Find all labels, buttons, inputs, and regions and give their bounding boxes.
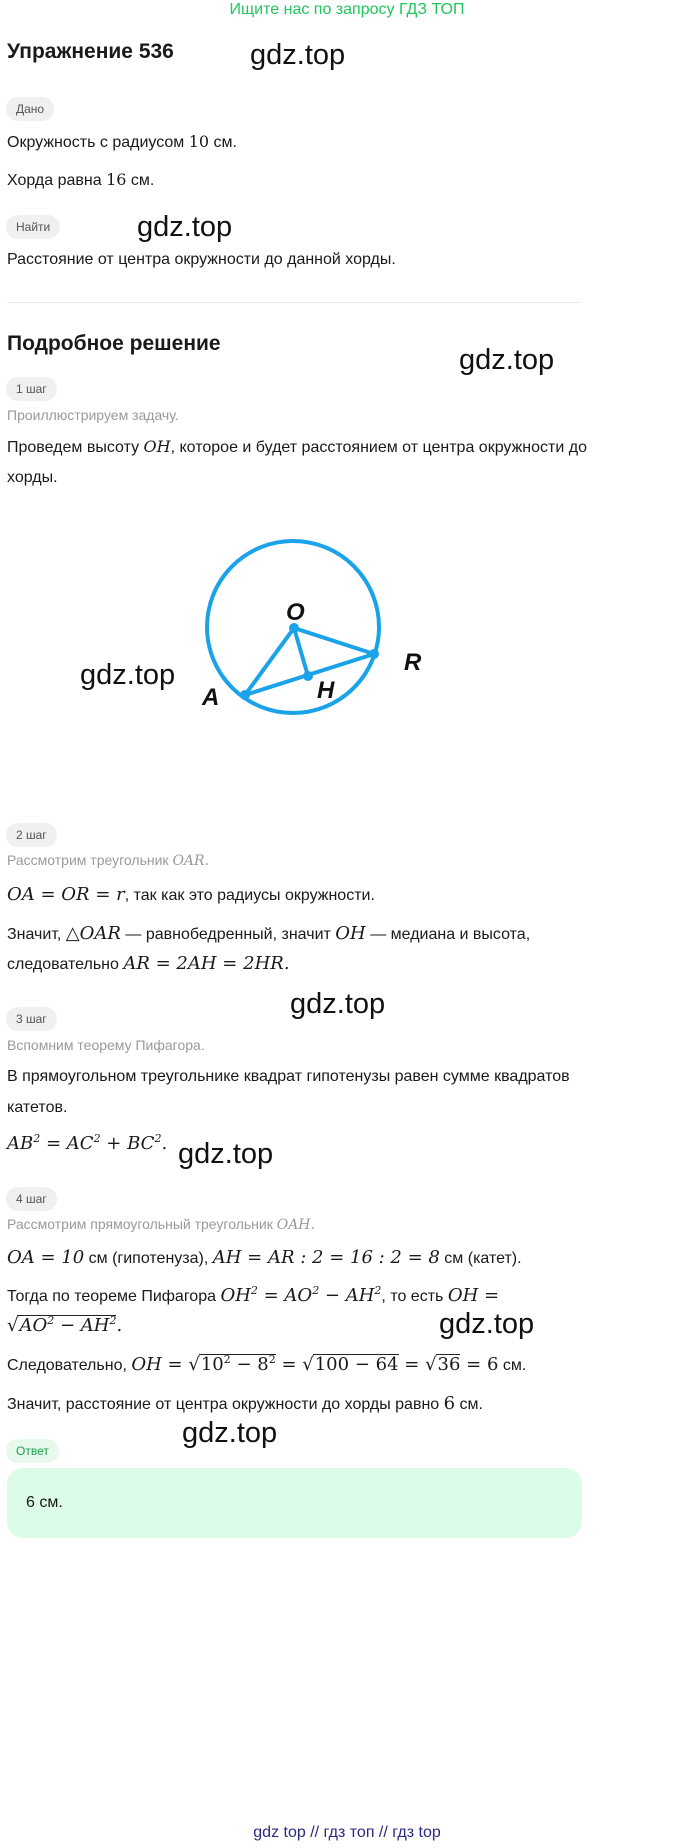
label-A: A <box>202 684 220 711</box>
step-1-text: Проведем высоту OH, которое и будет расстоянием от центра окружности до <box>7 437 587 456</box>
watermark: gdz.top <box>250 39 346 71</box>
step-2-badge: 2 шаг <box>6 823 57 847</box>
point-A <box>240 690 250 700</box>
step-3-hint: Вспомним теорему Пифагора. <box>7 1037 205 1053</box>
search-banner: Ищите нас по запросу ГДЗ ТОП <box>229 1 465 18</box>
step-1-text-cont: хорды. <box>7 469 58 486</box>
step-3-line-2: катетов. <box>7 1099 68 1116</box>
find-text: Расстояние от центра окружности до данной хорды. <box>7 251 396 268</box>
step-4-line-3: $√AO^2 - AH^2$. <box>7 1314 123 1336</box>
footer-links[interactable]: gdz top // гдз топ // гдз top <box>253 1824 441 1841</box>
find-badge: Найти <box>6 215 60 239</box>
watermark: gdz.top <box>80 659 176 691</box>
solution-title: Подробное решение <box>7 332 221 355</box>
divider <box>7 302 582 303</box>
answer-badge: Ответ <box>6 1439 59 1463</box>
point-R <box>369 649 379 659</box>
watermark: gdz.top <box>459 344 555 376</box>
point-H <box>303 671 313 681</box>
answer-text: 6 см. <box>26 1494 63 1511</box>
watermark: gdz.top <box>137 211 233 243</box>
given-badge: Дано <box>6 97 54 121</box>
watermark: gdz.top <box>439 1308 535 1340</box>
label-H: H <box>317 677 335 704</box>
step-2-hint: Рассмотрим треугольник OAR. <box>7 852 210 869</box>
pythagoras-formula: $AB^2 = AC^2 + BC^2$. <box>7 1132 168 1154</box>
watermark: gdz.top <box>182 1417 278 1449</box>
label-O: O <box>286 599 305 626</box>
step-4-line-2: Тогда по теореме Пифагора $OH^2 = AO^2 - AH^2$, то есть OH = <box>7 1284 500 1306</box>
step-1-hint: Проиллюстрируем задачу. <box>7 407 179 423</box>
given-radius: Окружность с радиусом 10 см. <box>7 132 237 151</box>
step-2-line-1: OA = OR = r, так как это радиусы окружности. <box>7 884 375 905</box>
step-4-line-5: Значит, расстояние от центра окружности до хорды равно 6 см. <box>7 1393 483 1414</box>
segment-OA <box>245 628 294 695</box>
step-3-badge: 3 шаг <box>6 1007 57 1031</box>
page-title: Упражнение 536 <box>7 40 174 63</box>
segment-OR <box>294 628 374 654</box>
watermark: gdz.top <box>178 1138 274 1170</box>
watermark: gdz.top <box>290 988 386 1020</box>
circle-figure <box>190 530 450 730</box>
step-2-line-3: следовательно AR = 2AH = 2HR. <box>7 953 290 974</box>
step-3-line-1: В прямоугольном треугольнике квадрат гипотенузы равен сумме квадратов <box>7 1068 570 1085</box>
step-1-badge: 1 шаг <box>6 377 57 401</box>
step-4-hint: Рассмотрим прямоугольный треугольник OAH. <box>7 1216 315 1233</box>
step-4-line-1: OA = 10 см (гипотенуза), AH = AR : 2 = 16 : 2 = 8 см (катет). <box>7 1247 522 1268</box>
step-4-line-4: Следовательно, OH = $√10^2 - 8^2 = √100 - 64 = √36 = 6$ см. <box>7 1353 527 1375</box>
label-R: R <box>404 649 422 676</box>
answer-box <box>7 1468 582 1538</box>
step-4-badge: 4 шаг <box>6 1187 57 1211</box>
step-2-line-2: Значит, △OAR — равнобедренный, значит OH — медиана и высота, <box>7 923 531 944</box>
given-chord: Хорда равна 16 см. <box>7 170 155 189</box>
height-OH <box>294 628 308 676</box>
